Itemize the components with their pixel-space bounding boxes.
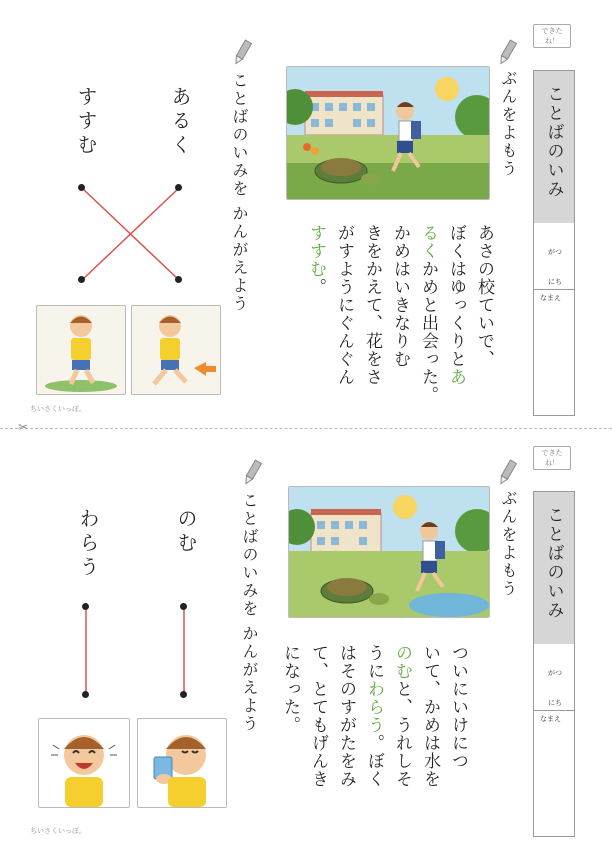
name-label: なまえ — [540, 294, 561, 302]
word-nomu: のむ — [174, 508, 198, 556]
month-label: がつ — [548, 669, 562, 677]
cut-line — [0, 428, 612, 429]
name-label: なまえ — [540, 715, 561, 723]
boy-drinking-image — [137, 718, 227, 808]
story-line: すすむ。 — [306, 224, 326, 296]
story-line: うにわらう。ぼく — [364, 644, 384, 788]
word-aruku: あるく — [168, 86, 192, 158]
word-warau: わらう — [76, 508, 100, 580]
boy-moving-forward-image — [131, 305, 221, 395]
read-heading: ぶんをよもう — [499, 490, 518, 598]
story-line: がすようにぐんぐん — [334, 224, 354, 386]
think-heading: ことばのいみを かんがえよう — [240, 492, 259, 734]
keyword-nomu: のむ — [392, 644, 412, 680]
scissors-icon: ✂ — [18, 420, 29, 434]
keyword-aruku: あ — [446, 368, 466, 386]
day-label: にち — [548, 699, 562, 707]
story-line: て、とてもげんき — [308, 644, 328, 788]
story-line: るくかめと出会った。 — [418, 224, 438, 404]
match-dot[interactable] — [175, 276, 182, 283]
match-dot[interactable] — [78, 184, 85, 191]
match-dot[interactable] — [78, 276, 85, 283]
story-line: ぼくはゆっくりとあ — [446, 224, 466, 386]
story-line: になった。 — [280, 644, 300, 734]
keyword-aruku: るく — [418, 224, 438, 260]
story-line: はそのすがたをみ — [336, 644, 356, 788]
boy-walking-image — [36, 305, 126, 395]
keyword-warau: わらう — [364, 680, 384, 734]
think-heading: ことばのいみを かんがえよう — [230, 72, 249, 314]
day-label: にち — [548, 278, 562, 286]
footer-text: ちいさくいっぽ。 — [30, 405, 86, 413]
footer-text: ちいさくいっぽ。 — [30, 827, 86, 835]
match-dot[interactable] — [82, 691, 89, 698]
match-dot[interactable] — [180, 603, 187, 610]
read-heading: ぶんをよもう — [499, 70, 518, 178]
match-dot[interactable] — [175, 184, 182, 191]
worksheet-title: ことばのいみ — [543, 506, 564, 620]
match-dot[interactable] — [82, 603, 89, 610]
story-line: あさの校ていで、 — [474, 224, 494, 368]
done-badge: できたね！ — [533, 24, 571, 48]
story-line: きをかえて、花をさ — [362, 224, 382, 386]
done-badge: できたね！ — [533, 446, 571, 470]
story-line: いて、かめは水を — [420, 644, 440, 788]
story-line: かめはいきなりむ — [390, 224, 410, 368]
match-dot[interactable] — [180, 691, 187, 698]
month-label: がつ — [548, 248, 562, 256]
keyword-susumu: すすむ — [306, 224, 326, 278]
boy-laughing-image — [38, 718, 130, 808]
story-line: ついにいけにつ — [448, 644, 468, 770]
story-line: のむと、うれしそ — [392, 644, 412, 788]
worksheet-title: ことばのいみ — [543, 85, 564, 199]
word-susumu: すすむ — [74, 86, 98, 158]
